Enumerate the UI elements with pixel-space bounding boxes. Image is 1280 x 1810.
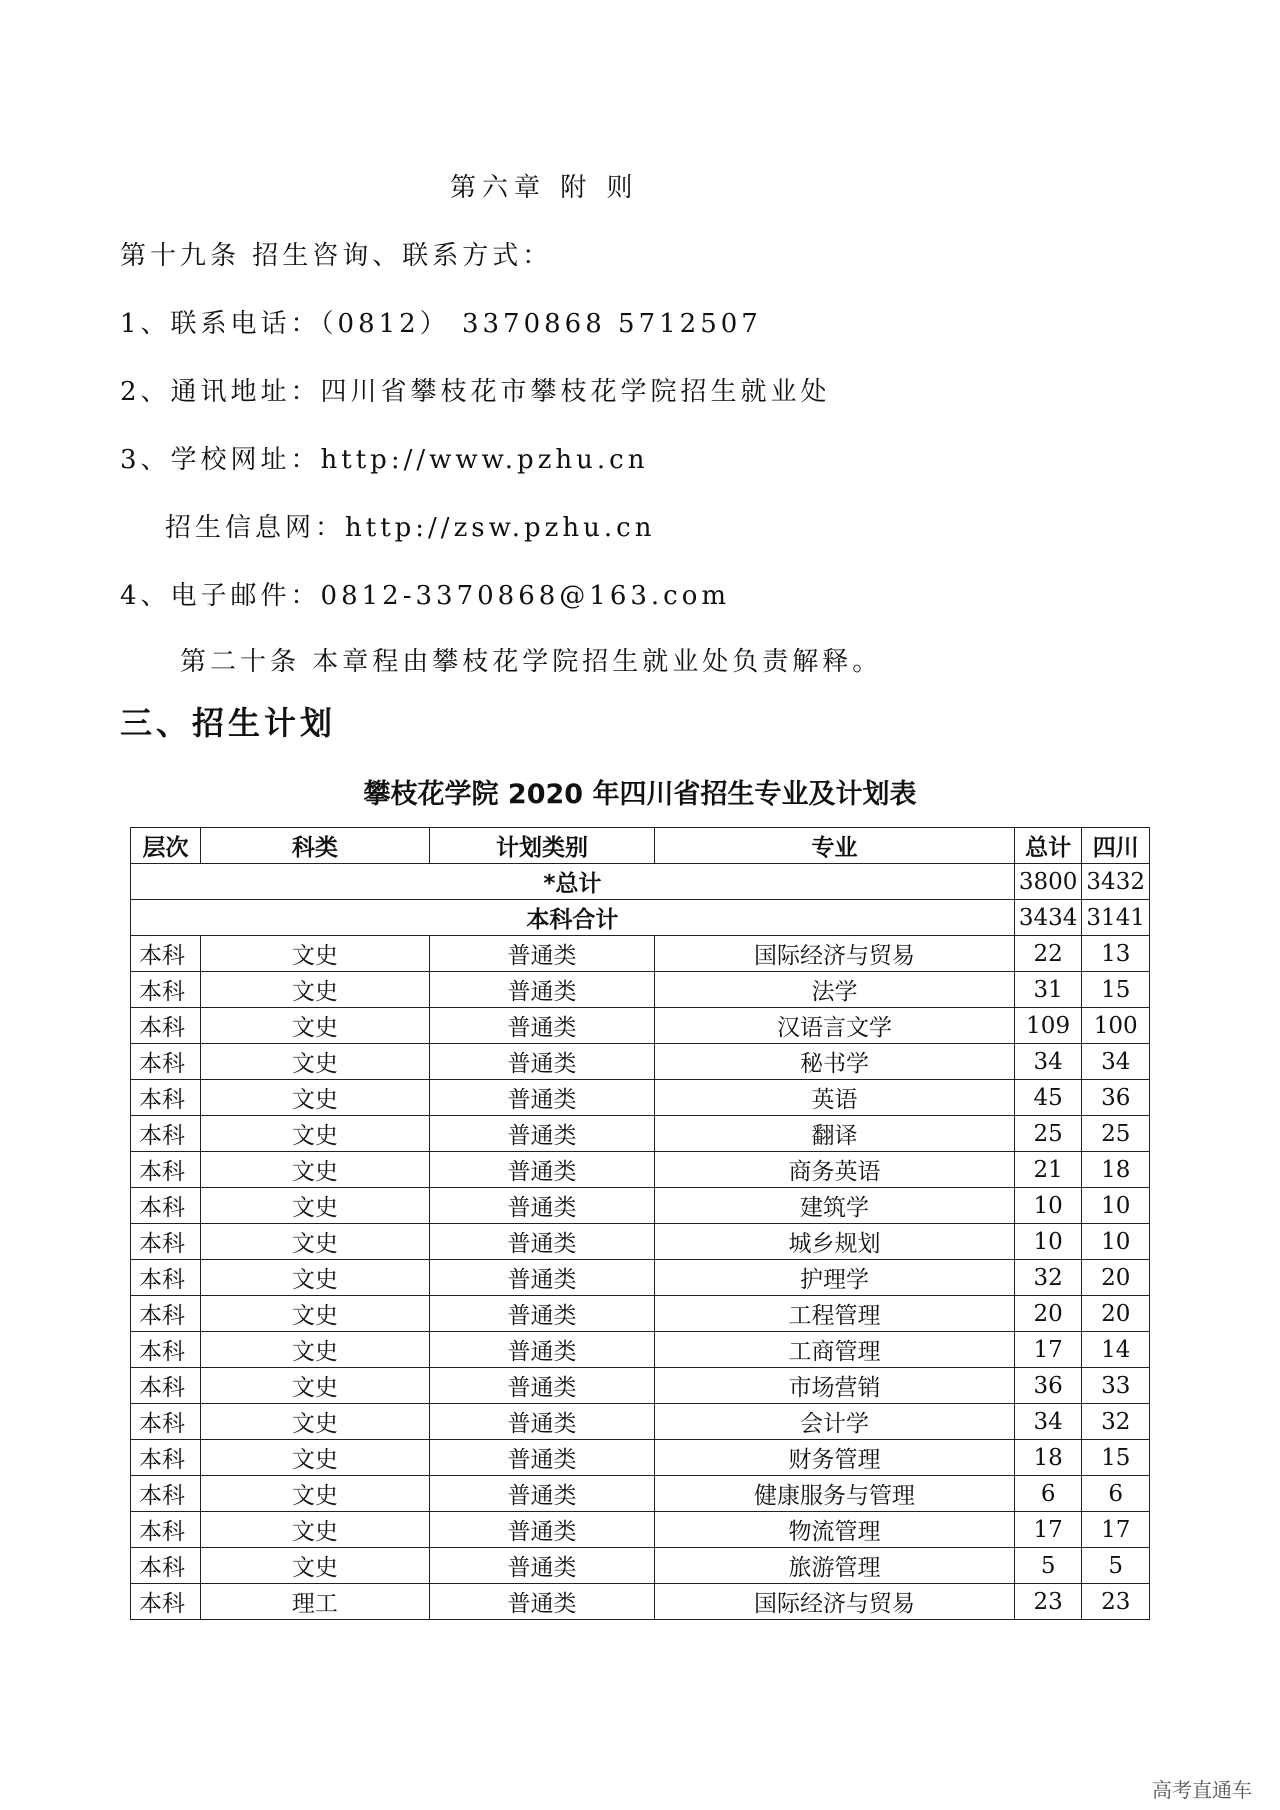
table-row [131,1224,1150,1260]
cell-sichuan: 14 [1082,1332,1150,1368]
cell-category: 文史 [200,1152,429,1188]
cell-sichuan: 13 [1082,936,1150,972]
cell-level: 本科 [131,1044,201,1080]
contact-address: 2、通讯地址：四川省攀枝花市攀枝花学院招生就业处 [120,377,831,407]
cell-major: 工程管理 [655,1296,1015,1332]
contact-email: 4、电子邮件：0812-3370868@163.com [120,581,731,611]
grand-total-row [131,864,1150,900]
cell-major: 国际经济与贸易 [655,1584,1015,1620]
cell-total: 36 [1014,1368,1082,1404]
cell-level: 本科 [131,1152,201,1188]
cell-major: 法学 [655,972,1015,1008]
cell-level: 本科 [131,1008,201,1044]
cell-sichuan: 15 [1082,1440,1150,1476]
cell-sichuan: 25 [1082,1116,1150,1152]
header-category: 科类 [200,828,429,864]
cell-sichuan: 32 [1082,1404,1150,1440]
header-total: 总计 [1014,828,1082,864]
table-title: 攀枝花学院 2020 年四川省招生专业及计划表 [363,779,917,810]
cell-total: 20 [1014,1296,1082,1332]
cell-total: 34 [1014,1404,1082,1440]
cell-level: 本科 [131,1188,201,1224]
table-row [131,936,1150,972]
chapter-title: 第六章 附 则 [450,173,639,203]
cell-plan-type: 普通类 [429,1188,654,1224]
cell-sichuan: 18 [1082,1152,1150,1188]
cell-total: 34 [1014,1044,1082,1080]
cell-major: 商务英语 [655,1152,1015,1188]
cell-sichuan: 20 [1082,1260,1150,1296]
contact-admission-site: 招生信息网：http://zsw.pzhu.cn [165,513,656,543]
contact-phone: 1、联系电话：（0812） 3370868 5712507 [120,309,762,339]
cell-category: 文史 [200,1188,429,1224]
cell-level: 本科 [131,1440,201,1476]
table-row [131,1296,1150,1332]
header-sichuan: 四川 [1082,828,1150,864]
cell-total: 6 [1014,1476,1082,1512]
cell-plan-type: 普通类 [429,1008,654,1044]
cell-category: 文史 [200,972,429,1008]
cell-level: 本科 [131,1368,201,1404]
cell-category: 文史 [200,1260,429,1296]
grand-total-value: 3800 [1014,864,1082,900]
cell-total: 32 [1014,1260,1082,1296]
cell-major: 城乡规划 [655,1224,1015,1260]
table-header-row [131,828,1150,864]
cell-plan-type: 普通类 [429,1512,654,1548]
cell-sichuan: 10 [1082,1188,1150,1224]
cell-level: 本科 [131,936,201,972]
cell-total: 23 [1014,1584,1082,1620]
cell-plan-type: 普通类 [429,1116,654,1152]
cell-category: 文史 [200,1332,429,1368]
table-row [131,1008,1150,1044]
cell-sichuan: 36 [1082,1080,1150,1116]
table-row [131,1512,1150,1548]
cell-major: 物流管理 [655,1512,1015,1548]
cell-plan-type: 普通类 [429,1584,654,1620]
cell-plan-type: 普通类 [429,1224,654,1260]
cell-total: 17 [1014,1332,1082,1368]
cell-level: 本科 [131,1224,201,1260]
table-row [131,1368,1150,1404]
cell-total: 21 [1014,1152,1082,1188]
cell-level: 本科 [131,1260,201,1296]
cell-category: 文史 [200,1080,429,1116]
cell-category: 文史 [200,1116,429,1152]
cell-plan-type: 普通类 [429,1152,654,1188]
cell-category: 文史 [200,1476,429,1512]
article-19: 第十九条 招生咨询、联系方式： [120,241,553,271]
cell-plan-type: 普通类 [429,936,654,972]
cell-level: 本科 [131,972,201,1008]
cell-plan-type: 普通类 [429,1044,654,1080]
grand-total-sichuan: 3432 [1082,864,1150,900]
cell-plan-type: 普通类 [429,1476,654,1512]
cell-category: 文史 [200,1044,429,1080]
cell-major: 工商管理 [655,1332,1015,1368]
cell-total: 45 [1014,1080,1082,1116]
header-major: 专业 [655,828,1015,864]
cell-major: 英语 [655,1080,1015,1116]
table-row [131,972,1150,1008]
cell-category: 文史 [200,1224,429,1260]
section-title: 三、招生计划 [120,704,337,742]
table-row [131,1080,1150,1116]
cell-plan-type: 普通类 [429,1260,654,1296]
cell-level: 本科 [131,1512,201,1548]
cell-plan-type: 普通类 [429,1332,654,1368]
cell-plan-type: 普通类 [429,1368,654,1404]
table-row [131,1152,1150,1188]
cell-total: 22 [1014,936,1082,972]
cell-category: 文史 [200,1368,429,1404]
cell-category: 理工 [200,1584,429,1620]
cell-major: 秘书学 [655,1044,1015,1080]
table-row [131,1332,1150,1368]
cell-major: 会计学 [655,1404,1015,1440]
cell-sichuan: 23 [1082,1584,1150,1620]
header-level: 层次 [131,828,201,864]
grand-total-label: *总计 [131,864,1015,900]
cell-major: 市场营销 [655,1368,1015,1404]
cell-sichuan: 17 [1082,1512,1150,1548]
cell-sichuan: 15 [1082,972,1150,1008]
table-row [131,1548,1150,1584]
cell-total: 25 [1014,1116,1082,1152]
cell-major: 国际经济与贸易 [655,936,1015,972]
table-row [131,1260,1150,1296]
cell-category: 文史 [200,1440,429,1476]
cell-major: 汉语言文学 [655,1008,1015,1044]
cell-total: 5 [1014,1548,1082,1584]
cell-level: 本科 [131,1548,201,1584]
undergrad-total-sichuan: 3141 [1082,900,1150,936]
cell-total: 31 [1014,972,1082,1008]
cell-category: 文史 [200,1404,429,1440]
contact-website: 3、学校网址：http://www.pzhu.cn [120,445,649,475]
cell-level: 本科 [131,1584,201,1620]
cell-plan-type: 普通类 [429,1404,654,1440]
cell-plan-type: 普通类 [429,1296,654,1332]
table-row [131,1440,1150,1476]
cell-plan-type: 普通类 [429,972,654,1008]
undergrad-total-value: 3434 [1014,900,1082,936]
cell-category: 文史 [200,936,429,972]
cell-sichuan: 10 [1082,1224,1150,1260]
table-row [131,1116,1150,1152]
watermark: 高考直通车 [1152,1778,1252,1802]
cell-category: 文史 [200,1296,429,1332]
cell-category: 文史 [200,1512,429,1548]
cell-sichuan: 100 [1082,1008,1150,1044]
cell-plan-type: 普通类 [429,1440,654,1476]
cell-major: 翻译 [655,1116,1015,1152]
cell-category: 文史 [200,1008,429,1044]
cell-plan-type: 普通类 [429,1548,654,1584]
cell-sichuan: 6 [1082,1476,1150,1512]
cell-sichuan: 5 [1082,1548,1150,1584]
cell-total: 10 [1014,1224,1082,1260]
cell-category: 文史 [200,1548,429,1584]
enrollment-plan-table [130,827,1150,1620]
cell-major: 护理学 [655,1260,1015,1296]
cell-plan-type: 普通类 [429,1080,654,1116]
cell-major: 建筑学 [655,1188,1015,1224]
cell-total: 10 [1014,1188,1082,1224]
article-20: 第二十条 本章程由攀枝花学院招生就业处负责解释。 [180,647,883,677]
table-row [131,1476,1150,1512]
cell-sichuan: 20 [1082,1296,1150,1332]
table-row [131,1188,1150,1224]
cell-level: 本科 [131,1404,201,1440]
table-row [131,1044,1150,1080]
cell-major: 健康服务与管理 [655,1476,1015,1512]
cell-level: 本科 [131,1116,201,1152]
cell-total: 18 [1014,1440,1082,1476]
undergrad-total-label: 本科合计 [131,900,1015,936]
cell-level: 本科 [131,1332,201,1368]
undergrad-total-row [131,900,1150,936]
cell-major: 旅游管理 [655,1548,1015,1584]
cell-total: 109 [1014,1008,1082,1044]
cell-sichuan: 33 [1082,1368,1150,1404]
cell-total: 17 [1014,1512,1082,1548]
table-row [131,1584,1150,1620]
cell-sichuan: 34 [1082,1044,1150,1080]
cell-level: 本科 [131,1080,201,1116]
cell-major: 财务管理 [655,1440,1015,1476]
cell-level: 本科 [131,1476,201,1512]
table-row [131,1404,1150,1440]
header-plan-type: 计划类别 [429,828,654,864]
cell-level: 本科 [131,1296,201,1332]
